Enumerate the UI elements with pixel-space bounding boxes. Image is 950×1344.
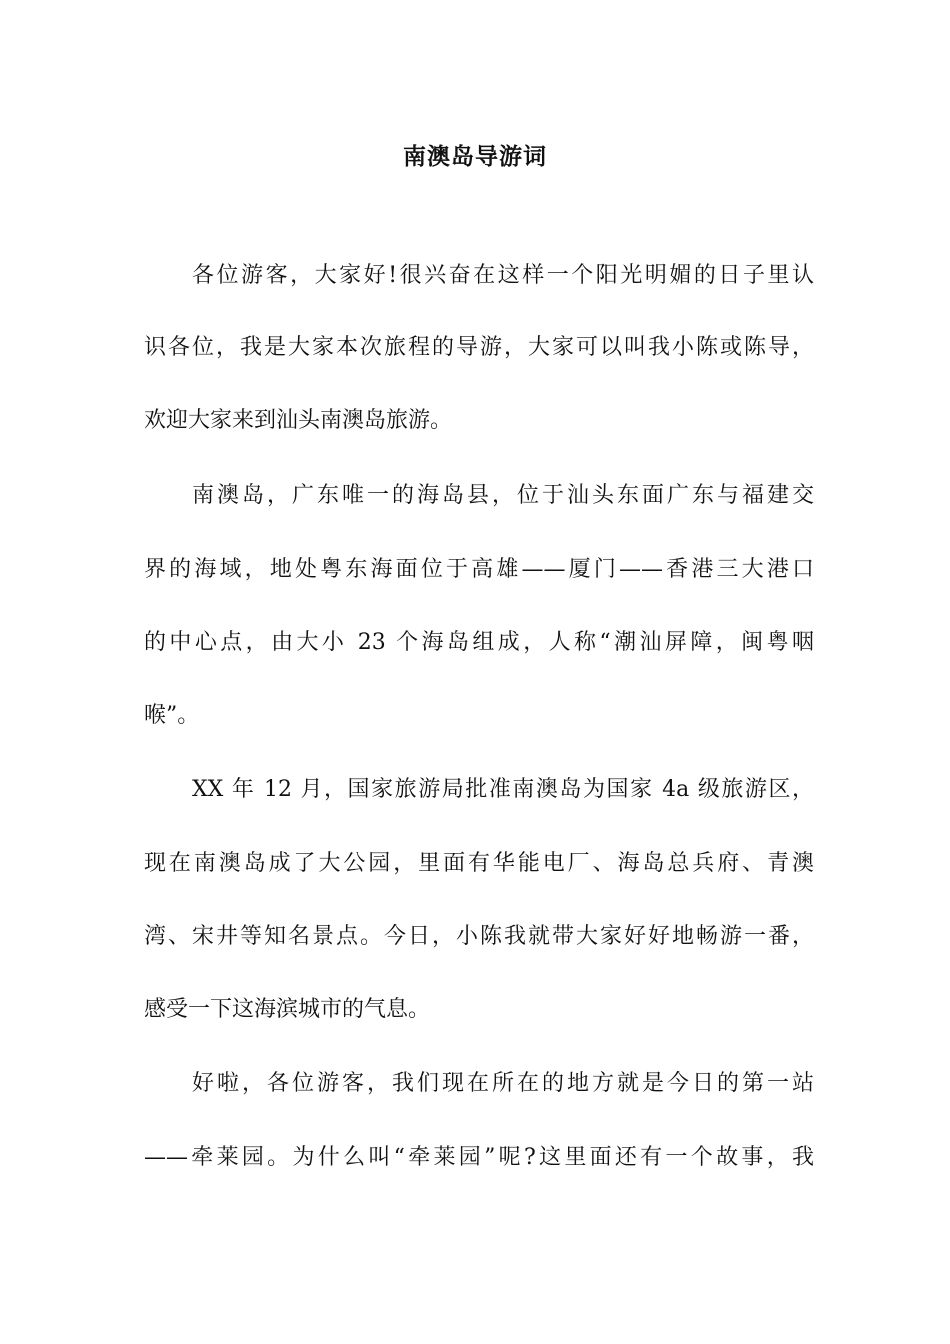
paragraph-3-line-2: 现在南澳岛成了大公园，里面有华能电厂、海岛总兵府、青澳: [144, 851, 814, 876]
paragraph-4-line-1: 好啦，各位游客，我们现在所在的地方就是今日的第一站: [192, 1071, 814, 1096]
paragraph-2-line-1: 南澳岛，广东唯一的海岛县，位于汕头东面广东与福建交: [192, 483, 814, 508]
paragraph-3-line-3: 湾、宋井等知名景点。今日，小陈我就带大家好好地畅游一番，: [144, 924, 814, 949]
paragraph-1-line-1: 各位游客，大家好!很兴奋在这样一个阳光明媚的日子里认: [192, 263, 814, 288]
paragraph-3-line-4: 感受一下这海滨城市的气息。: [144, 997, 431, 1022]
paragraph-4-line-2: ——牵莱园。为什么叫“牵莱园”呢?这里面还有一个故事，我: [144, 1145, 814, 1170]
paragraph-2-line-4: 喉”。: [144, 703, 200, 728]
paragraph-1-line-2: 识各位，我是大家本次旅程的导游，大家可以叫我小陈或陈导，: [144, 335, 814, 360]
paragraph-2-line-2: 界的海域，地处粤东海面位于高雄——厦门——香港三大港口: [144, 557, 814, 582]
paragraph-1-line-3: 欢迎大家来到汕头南澳岛旅游。: [144, 408, 453, 433]
paragraph-2-line-3: 的中心点，由大小 23 个海岛组成，人称“潮汕屏障，闽粤咽: [144, 630, 814, 655]
paragraph-3-line-1: XX 年 12 月，国家旅游局批准南澳岛为国家 4a 级旅游区，: [192, 777, 814, 802]
document-title: 南澳岛导游词: [403, 143, 547, 170]
